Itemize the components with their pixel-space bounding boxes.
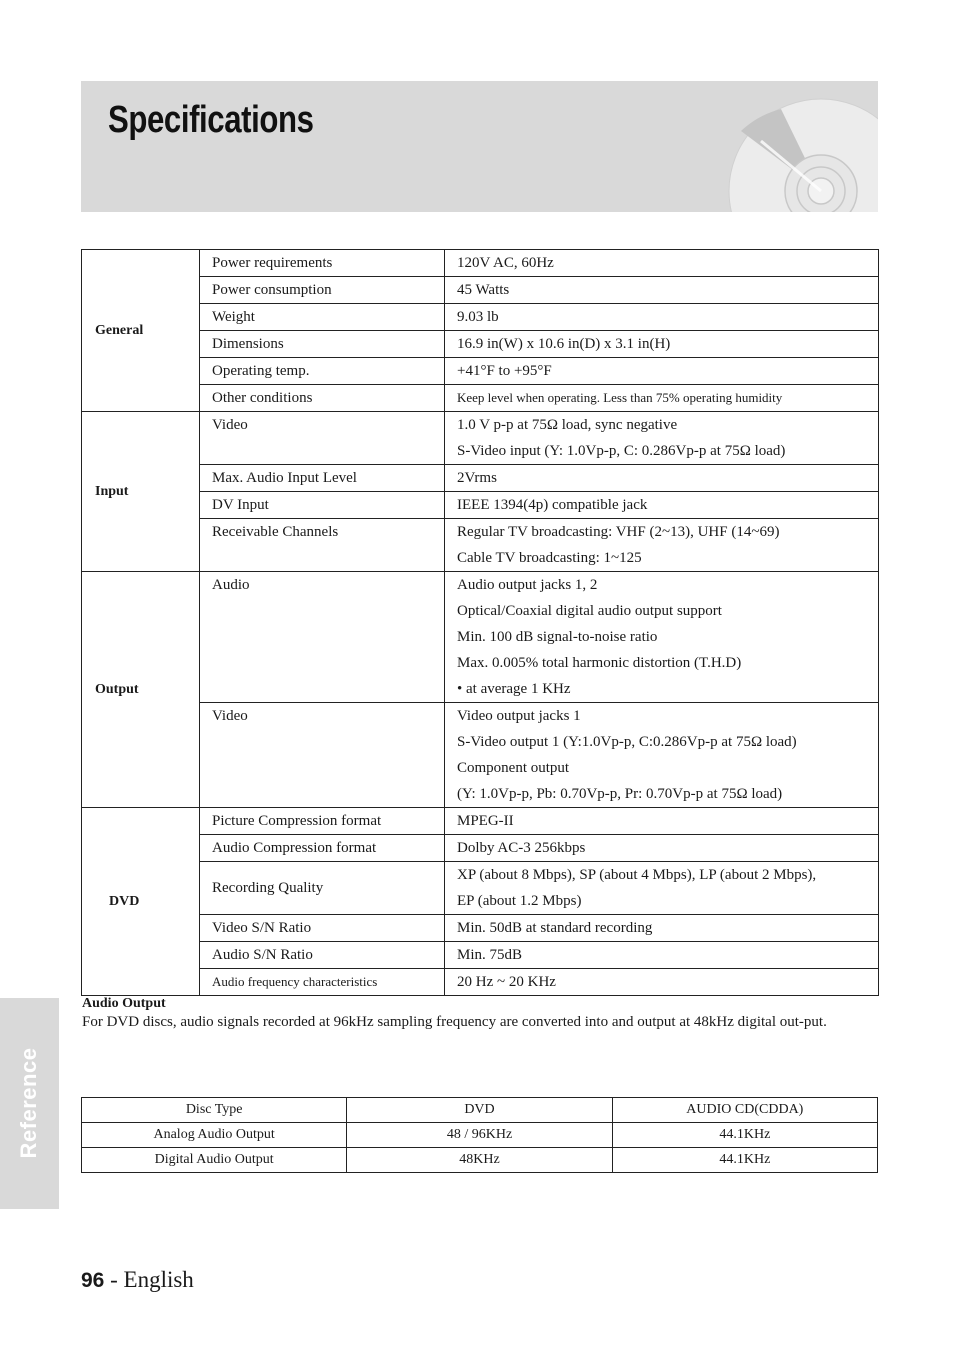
spec-value: • at average 1 KHz [457, 681, 571, 697]
spec-value: 45 Watts [457, 282, 510, 298]
spec-value: 16.9 in(W) x 10.6 in(D) x 3.1 in(H) [457, 336, 671, 352]
page-language: English [123, 1267, 194, 1292]
spec-label: Audio [212, 577, 250, 593]
spec-label: Audio frequency characteristics [212, 974, 378, 989]
note-text: For DVD discs, audio signals recorded at 96kHz sampling frequency are converted into and output at 48kHz digital out-put. [82, 1014, 827, 1030]
section-side-tab [0, 998, 59, 1209]
table-row [82, 703, 879, 808]
table-row [82, 492, 879, 519]
spec-label: Power consumption [212, 282, 332, 298]
table-row [82, 519, 879, 572]
spec-value: 1.0 V p-p at 75Ω load, sync negative [457, 417, 678, 433]
table-row [82, 358, 879, 385]
page-separator: - [104, 1267, 124, 1292]
spec-label: DV Input [212, 497, 269, 513]
page-number: 96 [81, 1269, 105, 1292]
spec-value: S-Video output 1 (Y:1.0Vp-p, C:0.286Vp-p at 75Ω load) [457, 734, 797, 750]
spec-label: Video [212, 417, 248, 433]
table-row [82, 385, 879, 412]
category-input: Input [82, 412, 200, 572]
spec-label: Max. Audio Input Level [212, 470, 357, 486]
spec-value: Video output jacks 1 [457, 708, 581, 724]
spec-value: (Y: 1.0Vp-p, Pb: 0.70Vp-p, Pr: 0.70Vp-p at 75Ω load) [457, 786, 783, 802]
audio-output-note [82, 994, 878, 1032]
spec-value: Min. 75dB [457, 947, 523, 963]
page-title: Specifications [108, 99, 314, 141]
category-dvd: DVD [82, 808, 200, 996]
table-row [82, 572, 879, 703]
category-output: Output [82, 572, 200, 808]
spec-value: Min. 50dB at standard recording [457, 920, 653, 936]
spec-label: Dimensions [212, 336, 284, 352]
spec-label: Audio Compression format [212, 840, 377, 856]
table-row [82, 331, 879, 358]
spec-label: Picture Compression format [212, 813, 382, 829]
spec-value: EP (about 1.2 Mbps) [457, 893, 582, 909]
table-row [82, 969, 879, 996]
spec-label: Video [212, 708, 248, 724]
spec-label: Video S/N Ratio [212, 920, 312, 936]
spec-value: IEEE 1394(4p) compatible jack [457, 497, 648, 513]
table-row [82, 808, 879, 835]
table-header-row [82, 1098, 878, 1123]
spec-value: 2Vrms [457, 470, 497, 486]
column-header: DVD [347, 1098, 612, 1123]
spec-label: Weight [212, 309, 255, 325]
note-heading: Audio Output [82, 996, 166, 1011]
header-band [81, 81, 878, 212]
audio-output-table [81, 1097, 878, 1173]
spec-value: Audio output jacks 1, 2 [457, 577, 598, 593]
table-cell: Digital Audio Output [82, 1148, 347, 1173]
spec-label: Power requirements [212, 255, 333, 271]
spec-value: Min. 100 dB signal-to-noise ratio [457, 629, 658, 645]
spec-value: 120V AC, 60Hz [457, 255, 554, 271]
spec-value: MPEG-II [457, 813, 514, 829]
cd-disc-icon [721, 91, 878, 212]
spec-value: Keep level when operating. Less than 75% operating humidity [457, 390, 783, 405]
spec-value: Dolby AC-3 256kbps [457, 840, 586, 856]
table-row [82, 1123, 878, 1148]
spec-value: XP (about 8 Mbps), SP (about 4 Mbps), LP (about 2 Mbps), [457, 867, 817, 883]
specifications-table [81, 249, 879, 996]
table-row [82, 1148, 878, 1173]
spec-value: 9.03 lb [457, 309, 499, 325]
side-tab-label: Reference [16, 1047, 41, 1159]
spec-value: Cable TV broadcasting: 1~125 [457, 550, 642, 566]
spec-label: Audio S/N Ratio [212, 947, 313, 963]
table-cell: 44.1KHz [612, 1148, 877, 1173]
spec-value: Component output [457, 760, 570, 776]
column-header: Disc Type [82, 1098, 347, 1123]
spec-value: +41°F to +95°F [457, 363, 552, 379]
table-row [82, 942, 879, 969]
column-header: AUDIO CD(CDDA) [612, 1098, 877, 1123]
table-row [82, 915, 879, 942]
spec-label: Operating temp. [212, 363, 310, 379]
page-footer [81, 1267, 194, 1293]
table-cell: Analog Audio Output [82, 1123, 347, 1148]
table-row [82, 250, 879, 277]
table-cell: 44.1KHz [612, 1123, 877, 1148]
table-cell: 48 / 96KHz [347, 1123, 612, 1148]
table-cell: 48KHz [347, 1148, 612, 1173]
table-row [82, 862, 879, 915]
table-row [82, 304, 879, 331]
category-general: General [82, 250, 200, 412]
spec-value: Regular TV broadcasting: VHF (2~13), UHF (14~69) [457, 524, 780, 540]
table-row [82, 465, 879, 492]
table-row [82, 277, 879, 304]
spec-label: Recording Quality [212, 880, 324, 896]
spec-value: Max. 0.005% total harmonic distortion (T.H.D) [457, 655, 742, 671]
spec-label: Receivable Channels [212, 524, 339, 540]
table-row [82, 412, 879, 465]
spec-label: Other conditions [212, 390, 313, 406]
table-row [82, 835, 879, 862]
spec-value: S-Video input (Y: 1.0Vp-p, C: 0.286Vp-p at 75Ω load) [457, 443, 786, 459]
spec-value: Optical/Coaxial digital audio output support [457, 603, 722, 619]
spec-value: 20 Hz ~ 20 KHz [457, 974, 556, 990]
